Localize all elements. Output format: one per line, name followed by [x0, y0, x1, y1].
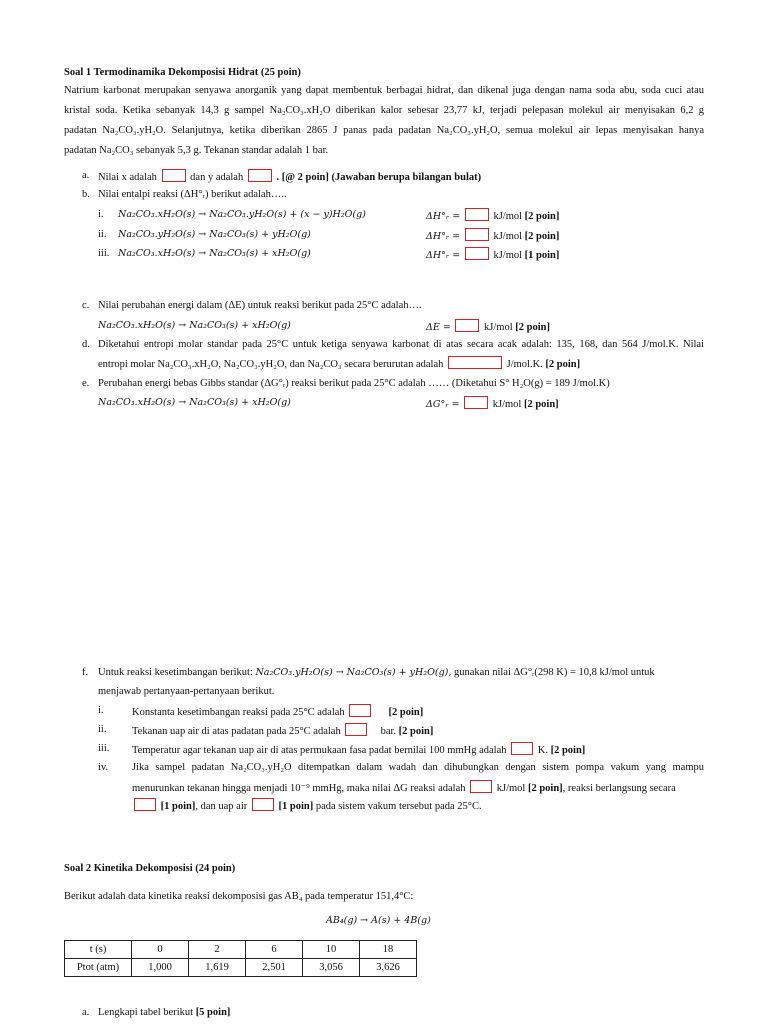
delta-h-symbol: ΔH°ᵣ =: [426, 250, 461, 261]
points: [2 poin]: [524, 231, 560, 242]
points: [5 poin]: [195, 1007, 231, 1018]
points: [2 poin]: [398, 726, 434, 737]
soal2-item-a-text: Lengkapi tabel berikut: [98, 1007, 194, 1018]
item-b-ii-equation: Na₂CO₃.yH₂O(s) → Na₂CO₃(s) + yH₂O(g): [118, 229, 311, 240]
points: [2 poin]: [550, 745, 586, 756]
item-f-iv-line-1: Jika sampel padatan Na₂CO₃.yH₂O ditempatkan dalam wadah dan dihubungkan dengan sistem pompa vakum yang mampu: [132, 762, 704, 773]
points: [2 poin]: [527, 783, 563, 794]
item-d-text: entropi molar Na₂CO₃.xH₂O, Na₂CO₃.yH₂O, dan Na₂CO₃ secara berurutan adalah: [98, 359, 444, 370]
item-a-text-2: dan y adalah: [190, 172, 244, 183]
table-row: [65, 941, 417, 959]
table-header-cell: 18: [360, 941, 417, 959]
item-c-answer: [426, 319, 550, 335]
item-b-iii-answer: [426, 247, 559, 263]
item-f-iv-line-3: [132, 798, 482, 814]
item-f-iv-line-2: [132, 780, 676, 796]
item-d-line-1: Diketahui entropi molar standar pada 25°C untuk ketiga senyawa karbonat di atas secara acak adalah: 135, 168, dan 564 J/mol.K. Nilai: [98, 339, 704, 350]
item-b-iii-equation: Na₂CO₃.xH₂O(s) → Na₂CO₃(s) + xH₂O(g): [118, 248, 311, 259]
item-b-ii-answer: [426, 228, 559, 244]
unit: kJ/mol: [492, 399, 522, 410]
item-f-equation: Na₂CO₃.yH₂O(s) → Na₂CO₃(s) + yH₂O(g),: [255, 667, 452, 678]
soal2-title: Soal 2 Kinetika Dekomposisi (24 poin): [64, 863, 236, 874]
item-f-line-1: [98, 666, 655, 680]
answer-c-box[interactable]: [455, 319, 479, 332]
answer-y-box[interactable]: [248, 169, 272, 182]
item-f-iv-text-4: pada sistem vakum tersebut pada 25°C.: [315, 801, 482, 812]
table-header-cell: 10: [303, 941, 360, 959]
answer-f-i-box[interactable]: [349, 704, 371, 717]
table-header-cell: 6: [246, 941, 303, 959]
soal2-item-a-row: [98, 1006, 230, 1020]
item-f-iii-num: iii.: [98, 743, 110, 754]
answer-f-iii-box[interactable]: [511, 742, 533, 755]
table-cell: 1,619: [189, 959, 246, 977]
table-header-cell: 0: [132, 941, 189, 959]
table-cell: 2,501: [246, 959, 303, 977]
soal2-intro: Berikut adalah data kinetika reaksi dekomposisi gas AB₄ pada temperatur 151,4°C:: [64, 891, 414, 902]
soal1-title: Soal 1 Termodinamika Dekomposisi Hidrat (25 poin): [64, 67, 301, 78]
points: [1 poin]: [160, 801, 196, 812]
item-b-label: b.: [82, 189, 90, 200]
kinetics-table: [64, 940, 417, 977]
soal1-intro-line-1: Natrium karbonat merupakan senyawa anorganik yang dapat membentuk berbagai hidrat, dan dikenal juga dengan nama soda abu, soda cuci atau: [64, 85, 704, 96]
item-f-iv-unit: kJ/mol: [496, 783, 526, 794]
item-b-i-num: i.: [98, 209, 104, 220]
answer-b-ii-box[interactable]: [465, 228, 489, 241]
points: [2 poin]: [545, 359, 581, 370]
item-b-i-answer: [426, 208, 559, 224]
unit: bar.: [380, 726, 397, 737]
item-a-label: a.: [82, 170, 90, 181]
unit: kJ/mol: [484, 322, 513, 333]
answer-b-iii-box[interactable]: [465, 247, 489, 260]
item-e-equation: Na₂CO₃.xH₂O(s) → Na₂CO₃(s) + xH₂O(g): [98, 397, 291, 408]
table-cell: 3,056: [303, 959, 360, 977]
points: [2 poin]: [524, 211, 560, 222]
item-f-iii-text: Temperatur agar tekanan uap air di atas permukaan fasa padat bernilai 100 mmHg adalah: [132, 745, 507, 756]
answer-f-iv-vapor-box[interactable]: [252, 798, 274, 811]
item-e-text: Perubahan energi bebas Gibbs standar (ΔG°ᵣ) reaksi berikut pada 25°C adalah …… (Diketahui S° H₂O(g) = 189 J/mol.K): [98, 378, 610, 389]
table-header-cell: 2: [189, 941, 246, 959]
item-b-ii-num: ii.: [98, 229, 107, 240]
item-e-label: e.: [82, 378, 90, 389]
soal1-intro-line-3: padatan Na₂CO₃.yH₂O. Selanjutnya, ketika diberikan 2865 J panas pada padatan Na₂CO₃.yH₂O, semua molekul air lepas menyisakan hanya: [64, 125, 704, 136]
item-a-row: [98, 169, 481, 185]
answer-d-box[interactable]: [448, 356, 502, 369]
unit: K.: [537, 745, 548, 756]
points: [2 poin]: [388, 707, 424, 718]
item-f-i-text: Konstanta kesetimbangan reaksi pada 25°C adalah: [132, 707, 345, 718]
points: [1 poin]: [524, 250, 560, 261]
item-f-text-1: Untuk reaksi kesetimbangan berikut:: [98, 667, 253, 678]
answer-f-iv-direction-box[interactable]: [134, 798, 156, 811]
points: [2 poin]: [515, 322, 550, 333]
item-f-iv-text-2: , reaksi berlangsung secara: [562, 783, 676, 794]
item-c-text: Nilai perubahan energi dalam (ΔE) untuk reaksi berikut pada 25°C adalah….: [98, 300, 422, 311]
item-d-label: d.: [82, 339, 90, 350]
item-f-line-2: menjawab pertanyaan-pertanyaan berikut.: [98, 686, 275, 697]
item-b-i-equation: Na₂CO₃.xH₂O(s) → Na₂CO₃.yH₂O(s) + (x − y)H₂O(g): [118, 209, 366, 220]
soal2-equation: AB₄(g) → A(s) + 4B(g): [326, 915, 431, 926]
unit: kJ/mol: [493, 211, 523, 222]
item-b-iii-num: iii.: [98, 248, 110, 259]
table-row-label: Ptot (atm): [65, 959, 132, 977]
item-f-ii-row: [132, 723, 433, 739]
item-b-text: Nilai entalpi reaksi (ΔH°ᵣ) berikut adalah…..: [98, 189, 287, 200]
delta-h-symbol: ΔH°ᵣ =: [426, 211, 461, 222]
table-cell: 1,000: [132, 959, 189, 977]
item-f-iv-num: iv.: [98, 762, 109, 773]
points: [1 poin]: [278, 801, 314, 812]
answer-f-ii-box[interactable]: [345, 723, 367, 736]
soal1-intro-line-2: kristal soda. Ketika sebanyak 14,3 g sampel Na₂CO₃.xH₂O diberikan kalor sebesar 23,77 kJ, terjadi pelepasan molekul air menyisakan 6,2 g: [64, 105, 704, 116]
item-e-answer: [426, 396, 559, 412]
points: [2 poin]: [523, 399, 559, 410]
item-f-text-2: gunakan nilai ΔG°ᵣ(298 K) = 10,8 kJ/mol untuk: [454, 667, 655, 678]
item-f-ii-text: Tekanan uap air di atas padatan pada 25°C adalah: [132, 726, 341, 737]
soal2-item-a-label: a.: [82, 1007, 90, 1018]
unit: kJ/mol: [493, 250, 523, 261]
item-f-i-num: i.: [98, 705, 104, 716]
item-c-label: c.: [82, 300, 90, 311]
item-f-i-row: [132, 704, 423, 720]
item-f-label: f.: [82, 667, 89, 678]
delta-h-symbol: ΔH°ᵣ =: [426, 231, 461, 242]
answer-f-iv-dg-box[interactable]: [470, 780, 492, 793]
unit: kJ/mol: [493, 231, 523, 242]
soal1-intro-line-4: padatan Na₂CO₃ sebanyak 5,3 g. Tekanan standar adalah 1 bar.: [64, 145, 329, 156]
table-cell: 3,626: [360, 959, 417, 977]
item-a-text-3: . [@ 2 poin] (Jawaban berupa bilangan bulat): [276, 172, 482, 183]
table-row: [65, 959, 417, 977]
answer-x-box[interactable]: [162, 169, 186, 182]
item-f-iv-text-3: , dan uap air: [195, 801, 248, 812]
item-a-text-1: Nilai x adalah: [98, 172, 157, 183]
unit: J/mol.K.: [506, 359, 543, 370]
answer-b-i-box[interactable]: [465, 208, 489, 221]
item-d-line-2: [98, 356, 580, 372]
item-f-ii-num: ii.: [98, 724, 107, 735]
item-f-iii-row: [132, 742, 585, 758]
item-f-iv-text-1: menurunkan tekanan hingga menjadi 10⁻⁹ mmHg, maka nilai ΔG reaksi adalah: [132, 783, 466, 794]
delta-g-symbol: ΔG°ᵣ =: [426, 399, 460, 410]
delta-e-symbol: ΔE =: [426, 322, 451, 333]
item-c-equation: Na₂CO₃.xH₂O(s) → Na₂CO₃(s) + xH₂O(g): [98, 320, 291, 331]
answer-e-box[interactable]: [464, 396, 488, 409]
table-header-cell: t (s): [65, 941, 132, 959]
